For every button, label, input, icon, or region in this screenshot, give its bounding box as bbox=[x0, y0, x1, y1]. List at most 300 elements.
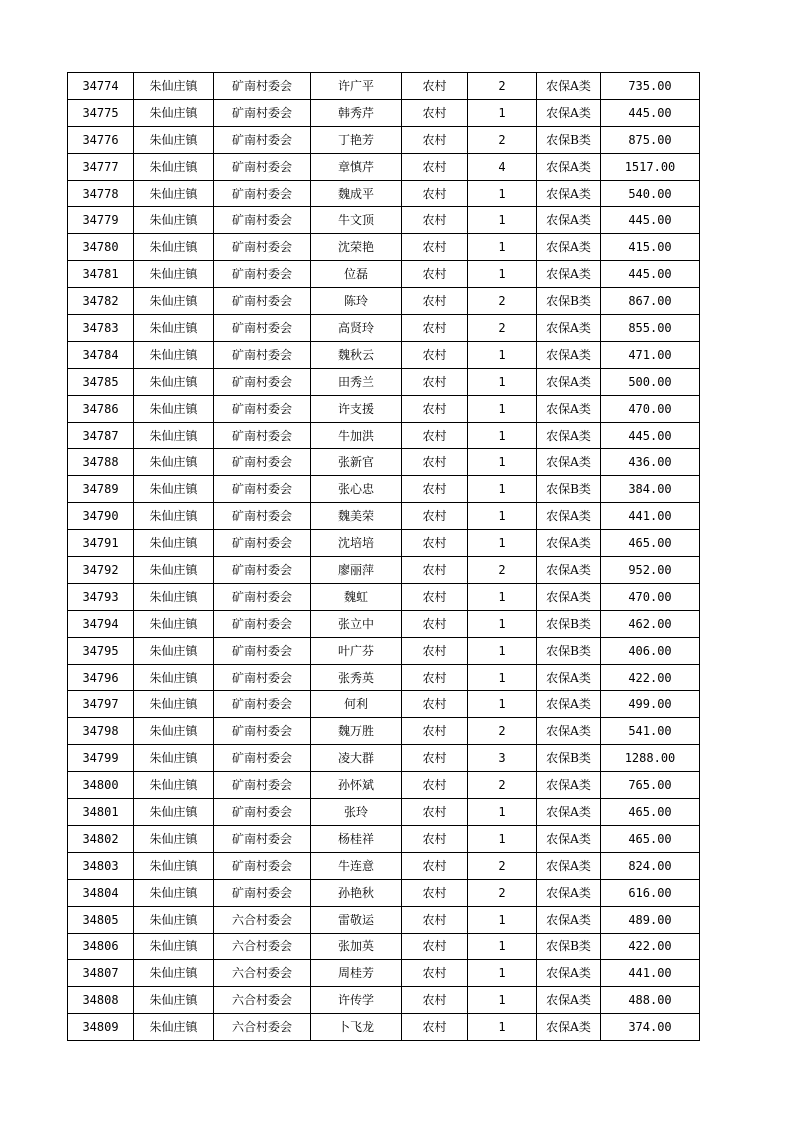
town-cell: 朱仙庄镇 bbox=[134, 933, 214, 960]
village-committee-cell: 矿南村委会 bbox=[214, 126, 311, 153]
insurance-category-cell: 农保B类 bbox=[537, 745, 601, 772]
household-count-cell: 4 bbox=[468, 153, 537, 180]
village-committee-cell: 矿南村委会 bbox=[214, 557, 311, 584]
town-cell: 朱仙庄镇 bbox=[134, 341, 214, 368]
village-committee-cell: 矿南村委会 bbox=[214, 341, 311, 368]
household-count-cell: 1 bbox=[468, 422, 537, 449]
amount-cell: 436.00 bbox=[601, 449, 700, 476]
record-id-cell: 34795 bbox=[68, 637, 134, 664]
record-id-cell: 34798 bbox=[68, 718, 134, 745]
household-count-cell: 2 bbox=[468, 126, 537, 153]
town-cell: 朱仙庄镇 bbox=[134, 852, 214, 879]
area-type-cell: 农村 bbox=[402, 852, 468, 879]
table-row bbox=[68, 825, 700, 852]
village-committee-cell: 矿南村委会 bbox=[214, 583, 311, 610]
area-type-cell: 农村 bbox=[402, 691, 468, 718]
town-cell: 朱仙庄镇 bbox=[134, 987, 214, 1014]
area-type-cell: 农村 bbox=[402, 664, 468, 691]
amount-cell: 952.00 bbox=[601, 557, 700, 584]
amount-cell: 406.00 bbox=[601, 637, 700, 664]
area-type-cell: 农村 bbox=[402, 476, 468, 503]
person-name-cell: 张心忠 bbox=[311, 476, 402, 503]
village-committee-cell: 矿南村委会 bbox=[214, 207, 311, 234]
household-count-cell: 1 bbox=[468, 234, 537, 261]
area-type-cell: 农村 bbox=[402, 745, 468, 772]
amount-cell: 445.00 bbox=[601, 422, 700, 449]
insurance-category-cell: 农保A类 bbox=[537, 368, 601, 395]
person-name-cell: 丁艳芳 bbox=[311, 126, 402, 153]
insurance-category-cell: 农保A类 bbox=[537, 664, 601, 691]
record-id-cell: 34791 bbox=[68, 530, 134, 557]
table-row bbox=[68, 987, 700, 1014]
record-id-cell: 34803 bbox=[68, 852, 134, 879]
record-id-cell: 34804 bbox=[68, 879, 134, 906]
record-id-cell: 34794 bbox=[68, 610, 134, 637]
record-id-cell: 34778 bbox=[68, 180, 134, 207]
insurance-category-cell: 农保A类 bbox=[537, 1014, 601, 1041]
household-count-cell: 1 bbox=[468, 476, 537, 503]
area-type-cell: 农村 bbox=[402, 315, 468, 342]
insurance-category-cell: 农保A类 bbox=[537, 449, 601, 476]
person-name-cell: 田秀兰 bbox=[311, 368, 402, 395]
village-committee-cell: 矿南村委会 bbox=[214, 153, 311, 180]
household-count-cell: 2 bbox=[468, 557, 537, 584]
table-row bbox=[68, 610, 700, 637]
town-cell: 朱仙庄镇 bbox=[134, 799, 214, 826]
person-name-cell: 雷敬运 bbox=[311, 906, 402, 933]
village-committee-cell: 矿南村委会 bbox=[214, 261, 311, 288]
town-cell: 朱仙庄镇 bbox=[134, 476, 214, 503]
area-type-cell: 农村 bbox=[402, 557, 468, 584]
amount-cell: 470.00 bbox=[601, 583, 700, 610]
table-row bbox=[68, 341, 700, 368]
village-committee-cell: 矿南村委会 bbox=[214, 745, 311, 772]
village-committee-cell: 矿南村委会 bbox=[214, 879, 311, 906]
town-cell: 朱仙庄镇 bbox=[134, 180, 214, 207]
person-name-cell: 韩秀芹 bbox=[311, 99, 402, 126]
record-id-cell: 34809 bbox=[68, 1014, 134, 1041]
village-committee-cell: 矿南村委会 bbox=[214, 503, 311, 530]
person-name-cell: 魏成平 bbox=[311, 180, 402, 207]
person-name-cell: 牛文顶 bbox=[311, 207, 402, 234]
area-type-cell: 农村 bbox=[402, 368, 468, 395]
person-name-cell: 孙怀斌 bbox=[311, 772, 402, 799]
table-row bbox=[68, 234, 700, 261]
person-name-cell: 凌大群 bbox=[311, 745, 402, 772]
person-name-cell: 魏秋云 bbox=[311, 341, 402, 368]
village-committee-cell: 矿南村委会 bbox=[214, 610, 311, 637]
person-name-cell: 沈荣艳 bbox=[311, 234, 402, 261]
area-type-cell: 农村 bbox=[402, 933, 468, 960]
household-count-cell: 1 bbox=[468, 99, 537, 126]
town-cell: 朱仙庄镇 bbox=[134, 207, 214, 234]
person-name-cell: 魏万胜 bbox=[311, 718, 402, 745]
insurance-category-cell: 农保B类 bbox=[537, 610, 601, 637]
amount-cell: 471.00 bbox=[601, 341, 700, 368]
table-row bbox=[68, 1014, 700, 1041]
household-count-cell: 1 bbox=[468, 341, 537, 368]
insurance-category-cell: 农保A类 bbox=[537, 772, 601, 799]
person-name-cell: 魏虹 bbox=[311, 583, 402, 610]
household-count-cell: 1 bbox=[468, 530, 537, 557]
records-table bbox=[67, 72, 700, 1041]
household-count-cell: 2 bbox=[468, 288, 537, 315]
record-id-cell: 34789 bbox=[68, 476, 134, 503]
town-cell: 朱仙庄镇 bbox=[134, 234, 214, 261]
area-type-cell: 农村 bbox=[402, 180, 468, 207]
village-committee-cell: 矿南村委会 bbox=[214, 691, 311, 718]
record-id-cell: 34780 bbox=[68, 234, 134, 261]
village-committee-cell: 矿南村委会 bbox=[214, 476, 311, 503]
amount-cell: 488.00 bbox=[601, 987, 700, 1014]
record-id-cell: 34806 bbox=[68, 933, 134, 960]
household-count-cell: 1 bbox=[468, 583, 537, 610]
town-cell: 朱仙庄镇 bbox=[134, 126, 214, 153]
person-name-cell: 许广平 bbox=[311, 73, 402, 100]
record-id-cell: 34786 bbox=[68, 395, 134, 422]
village-committee-cell: 矿南村委会 bbox=[214, 395, 311, 422]
record-id-cell: 34799 bbox=[68, 745, 134, 772]
household-count-cell: 1 bbox=[468, 960, 537, 987]
area-type-cell: 农村 bbox=[402, 879, 468, 906]
town-cell: 朱仙庄镇 bbox=[134, 153, 214, 180]
record-id-cell: 34788 bbox=[68, 449, 134, 476]
record-id-cell: 34801 bbox=[68, 799, 134, 826]
amount-cell: 489.00 bbox=[601, 906, 700, 933]
record-id-cell: 34802 bbox=[68, 825, 134, 852]
amount-cell: 875.00 bbox=[601, 126, 700, 153]
town-cell: 朱仙庄镇 bbox=[134, 718, 214, 745]
amount-cell: 422.00 bbox=[601, 933, 700, 960]
town-cell: 朱仙庄镇 bbox=[134, 1014, 214, 1041]
record-id-cell: 34792 bbox=[68, 557, 134, 584]
record-id-cell: 34782 bbox=[68, 288, 134, 315]
records-body bbox=[68, 73, 700, 1041]
insurance-category-cell: 农保A类 bbox=[537, 557, 601, 584]
town-cell: 朱仙庄镇 bbox=[134, 906, 214, 933]
town-cell: 朱仙庄镇 bbox=[134, 449, 214, 476]
insurance-category-cell: 农保A类 bbox=[537, 799, 601, 826]
insurance-category-cell: 农保A类 bbox=[537, 180, 601, 207]
table-row bbox=[68, 503, 700, 530]
village-committee-cell: 矿南村委会 bbox=[214, 664, 311, 691]
table-row bbox=[68, 852, 700, 879]
household-count-cell: 1 bbox=[468, 207, 537, 234]
area-type-cell: 农村 bbox=[402, 207, 468, 234]
record-id-cell: 34776 bbox=[68, 126, 134, 153]
household-count-cell: 2 bbox=[468, 879, 537, 906]
person-name-cell: 张新官 bbox=[311, 449, 402, 476]
household-count-cell: 1 bbox=[468, 395, 537, 422]
insurance-category-cell: 农保A类 bbox=[537, 422, 601, 449]
amount-cell: 499.00 bbox=[601, 691, 700, 718]
village-committee-cell: 矿南村委会 bbox=[214, 825, 311, 852]
insurance-category-cell: 农保A类 bbox=[537, 879, 601, 906]
amount-cell: 735.00 bbox=[601, 73, 700, 100]
person-name-cell: 孙艳秋 bbox=[311, 879, 402, 906]
town-cell: 朱仙庄镇 bbox=[134, 825, 214, 852]
table-row bbox=[68, 180, 700, 207]
household-count-cell: 1 bbox=[468, 1014, 537, 1041]
area-type-cell: 农村 bbox=[402, 288, 468, 315]
area-type-cell: 农村 bbox=[402, 530, 468, 557]
area-type-cell: 农村 bbox=[402, 261, 468, 288]
village-committee-cell: 矿南村委会 bbox=[214, 772, 311, 799]
village-committee-cell: 六合村委会 bbox=[214, 960, 311, 987]
amount-cell: 616.00 bbox=[601, 879, 700, 906]
area-type-cell: 农村 bbox=[402, 960, 468, 987]
table-row bbox=[68, 664, 700, 691]
insurance-category-cell: 农保A类 bbox=[537, 99, 601, 126]
amount-cell: 855.00 bbox=[601, 315, 700, 342]
amount-cell: 470.00 bbox=[601, 395, 700, 422]
town-cell: 朱仙庄镇 bbox=[134, 610, 214, 637]
area-type-cell: 农村 bbox=[402, 987, 468, 1014]
village-committee-cell: 六合村委会 bbox=[214, 906, 311, 933]
table-row bbox=[68, 530, 700, 557]
table-row bbox=[68, 449, 700, 476]
village-committee-cell: 矿南村委会 bbox=[214, 73, 311, 100]
person-name-cell: 张玲 bbox=[311, 799, 402, 826]
town-cell: 朱仙庄镇 bbox=[134, 503, 214, 530]
area-type-cell: 农村 bbox=[402, 772, 468, 799]
amount-cell: 465.00 bbox=[601, 530, 700, 557]
household-count-cell: 1 bbox=[468, 637, 537, 664]
insurance-category-cell: 农保B类 bbox=[537, 288, 601, 315]
record-id-cell: 34787 bbox=[68, 422, 134, 449]
town-cell: 朱仙庄镇 bbox=[134, 583, 214, 610]
insurance-category-cell: 农保A类 bbox=[537, 73, 601, 100]
person-name-cell: 魏美荣 bbox=[311, 503, 402, 530]
household-count-cell: 1 bbox=[468, 906, 537, 933]
town-cell: 朱仙庄镇 bbox=[134, 664, 214, 691]
village-committee-cell: 矿南村委会 bbox=[214, 799, 311, 826]
household-count-cell: 2 bbox=[468, 772, 537, 799]
household-count-cell: 1 bbox=[468, 261, 537, 288]
person-name-cell: 章慎芹 bbox=[311, 153, 402, 180]
area-type-cell: 农村 bbox=[402, 906, 468, 933]
amount-cell: 445.00 bbox=[601, 99, 700, 126]
table-row bbox=[68, 315, 700, 342]
area-type-cell: 农村 bbox=[402, 73, 468, 100]
insurance-category-cell: 农保A类 bbox=[537, 234, 601, 261]
household-count-cell: 1 bbox=[468, 799, 537, 826]
insurance-category-cell: 农保A类 bbox=[537, 530, 601, 557]
record-id-cell: 34775 bbox=[68, 99, 134, 126]
table-row bbox=[68, 99, 700, 126]
record-id-cell: 34781 bbox=[68, 261, 134, 288]
area-type-cell: 农村 bbox=[402, 1014, 468, 1041]
insurance-category-cell: 农保B类 bbox=[537, 933, 601, 960]
town-cell: 朱仙庄镇 bbox=[134, 315, 214, 342]
household-count-cell: 1 bbox=[468, 664, 537, 691]
insurance-category-cell: 农保A类 bbox=[537, 691, 601, 718]
table-row bbox=[68, 126, 700, 153]
amount-cell: 1288.00 bbox=[601, 745, 700, 772]
person-name-cell: 廖丽萍 bbox=[311, 557, 402, 584]
village-committee-cell: 矿南村委会 bbox=[214, 234, 311, 261]
person-name-cell: 沈培培 bbox=[311, 530, 402, 557]
person-name-cell: 许传学 bbox=[311, 987, 402, 1014]
insurance-category-cell: 农保A类 bbox=[537, 825, 601, 852]
household-count-cell: 1 bbox=[468, 610, 537, 637]
table-row bbox=[68, 906, 700, 933]
person-name-cell: 张加英 bbox=[311, 933, 402, 960]
town-cell: 朱仙庄镇 bbox=[134, 557, 214, 584]
town-cell: 朱仙庄镇 bbox=[134, 395, 214, 422]
amount-cell: 824.00 bbox=[601, 852, 700, 879]
record-id-cell: 34793 bbox=[68, 583, 134, 610]
insurance-category-cell: 农保A类 bbox=[537, 852, 601, 879]
person-name-cell: 高贤玲 bbox=[311, 315, 402, 342]
area-type-cell: 农村 bbox=[402, 341, 468, 368]
insurance-category-cell: 农保A类 bbox=[537, 315, 601, 342]
area-type-cell: 农村 bbox=[402, 99, 468, 126]
person-name-cell: 张秀英 bbox=[311, 664, 402, 691]
record-id-cell: 34800 bbox=[68, 772, 134, 799]
person-name-cell: 何利 bbox=[311, 691, 402, 718]
person-name-cell: 卜飞龙 bbox=[311, 1014, 402, 1041]
record-id-cell: 34796 bbox=[68, 664, 134, 691]
town-cell: 朱仙庄镇 bbox=[134, 879, 214, 906]
area-type-cell: 农村 bbox=[402, 799, 468, 826]
person-name-cell: 杨桂祥 bbox=[311, 825, 402, 852]
town-cell: 朱仙庄镇 bbox=[134, 422, 214, 449]
household-count-cell: 1 bbox=[468, 691, 537, 718]
insurance-category-cell: 农保A类 bbox=[537, 341, 601, 368]
record-id-cell: 34777 bbox=[68, 153, 134, 180]
table-row bbox=[68, 691, 700, 718]
insurance-category-cell: 农保B类 bbox=[537, 637, 601, 664]
household-count-cell: 3 bbox=[468, 745, 537, 772]
amount-cell: 462.00 bbox=[601, 610, 700, 637]
town-cell: 朱仙庄镇 bbox=[134, 637, 214, 664]
area-type-cell: 农村 bbox=[402, 610, 468, 637]
town-cell: 朱仙庄镇 bbox=[134, 772, 214, 799]
insurance-category-cell: 农保A类 bbox=[537, 207, 601, 234]
insurance-category-cell: 农保A类 bbox=[537, 960, 601, 987]
village-committee-cell: 矿南村委会 bbox=[214, 315, 311, 342]
table-row bbox=[68, 799, 700, 826]
amount-cell: 867.00 bbox=[601, 288, 700, 315]
table-row bbox=[68, 422, 700, 449]
table-row bbox=[68, 153, 700, 180]
area-type-cell: 农村 bbox=[402, 153, 468, 180]
town-cell: 朱仙庄镇 bbox=[134, 288, 214, 315]
amount-cell: 422.00 bbox=[601, 664, 700, 691]
insurance-category-cell: 农保A类 bbox=[537, 906, 601, 933]
area-type-cell: 农村 bbox=[402, 718, 468, 745]
person-name-cell: 叶广芬 bbox=[311, 637, 402, 664]
village-committee-cell: 矿南村委会 bbox=[214, 449, 311, 476]
village-committee-cell: 六合村委会 bbox=[214, 933, 311, 960]
town-cell: 朱仙庄镇 bbox=[134, 745, 214, 772]
insurance-category-cell: 农保A类 bbox=[537, 261, 601, 288]
area-type-cell: 农村 bbox=[402, 422, 468, 449]
amount-cell: 765.00 bbox=[601, 772, 700, 799]
amount-cell: 384.00 bbox=[601, 476, 700, 503]
village-committee-cell: 六合村委会 bbox=[214, 1014, 311, 1041]
area-type-cell: 农村 bbox=[402, 395, 468, 422]
household-count-cell: 1 bbox=[468, 987, 537, 1014]
amount-cell: 441.00 bbox=[601, 503, 700, 530]
insurance-category-cell: 农保B类 bbox=[537, 126, 601, 153]
town-cell: 朱仙庄镇 bbox=[134, 261, 214, 288]
table-row bbox=[68, 557, 700, 584]
table-row bbox=[68, 637, 700, 664]
amount-cell: 441.00 bbox=[601, 960, 700, 987]
table-row bbox=[68, 879, 700, 906]
town-cell: 朱仙庄镇 bbox=[134, 73, 214, 100]
record-id-cell: 34784 bbox=[68, 341, 134, 368]
village-committee-cell: 矿南村委会 bbox=[214, 99, 311, 126]
insurance-category-cell: 农保A类 bbox=[537, 718, 601, 745]
table-row bbox=[68, 395, 700, 422]
table-row bbox=[68, 368, 700, 395]
household-count-cell: 1 bbox=[468, 368, 537, 395]
household-count-cell: 1 bbox=[468, 180, 537, 207]
table-row bbox=[68, 261, 700, 288]
area-type-cell: 农村 bbox=[402, 449, 468, 476]
amount-cell: 541.00 bbox=[601, 718, 700, 745]
person-name-cell: 张立中 bbox=[311, 610, 402, 637]
amount-cell: 445.00 bbox=[601, 261, 700, 288]
household-count-cell: 2 bbox=[468, 852, 537, 879]
town-cell: 朱仙庄镇 bbox=[134, 960, 214, 987]
insurance-category-cell: 农保A类 bbox=[537, 153, 601, 180]
area-type-cell: 农村 bbox=[402, 234, 468, 261]
village-committee-cell: 矿南村委会 bbox=[214, 368, 311, 395]
town-cell: 朱仙庄镇 bbox=[134, 530, 214, 557]
insurance-category-cell: 农保A类 bbox=[537, 503, 601, 530]
town-cell: 朱仙庄镇 bbox=[134, 691, 214, 718]
area-type-cell: 农村 bbox=[402, 825, 468, 852]
record-id-cell: 34774 bbox=[68, 73, 134, 100]
village-committee-cell: 六合村委会 bbox=[214, 987, 311, 1014]
table-row bbox=[68, 718, 700, 745]
table-row bbox=[68, 960, 700, 987]
insurance-category-cell: 农保A类 bbox=[537, 987, 601, 1014]
village-committee-cell: 矿南村委会 bbox=[214, 180, 311, 207]
table-row bbox=[68, 476, 700, 503]
person-name-cell: 牛加洪 bbox=[311, 422, 402, 449]
amount-cell: 1517.00 bbox=[601, 153, 700, 180]
household-count-cell: 1 bbox=[468, 825, 537, 852]
person-name-cell: 牛连意 bbox=[311, 852, 402, 879]
person-name-cell: 周桂芳 bbox=[311, 960, 402, 987]
record-id-cell: 34779 bbox=[68, 207, 134, 234]
village-committee-cell: 矿南村委会 bbox=[214, 718, 311, 745]
record-id-cell: 34797 bbox=[68, 691, 134, 718]
table-row bbox=[68, 583, 700, 610]
table-row bbox=[68, 207, 700, 234]
person-name-cell: 许支援 bbox=[311, 395, 402, 422]
area-type-cell: 农村 bbox=[402, 637, 468, 664]
household-count-cell: 1 bbox=[468, 449, 537, 476]
table-row bbox=[68, 933, 700, 960]
record-id-cell: 34783 bbox=[68, 315, 134, 342]
area-type-cell: 农村 bbox=[402, 126, 468, 153]
household-count-cell: 1 bbox=[468, 933, 537, 960]
village-committee-cell: 矿南村委会 bbox=[214, 530, 311, 557]
amount-cell: 540.00 bbox=[601, 180, 700, 207]
table-row bbox=[68, 745, 700, 772]
insurance-category-cell: 农保A类 bbox=[537, 395, 601, 422]
table-row bbox=[68, 73, 700, 100]
amount-cell: 445.00 bbox=[601, 207, 700, 234]
household-count-cell: 2 bbox=[468, 315, 537, 342]
amount-cell: 465.00 bbox=[601, 825, 700, 852]
